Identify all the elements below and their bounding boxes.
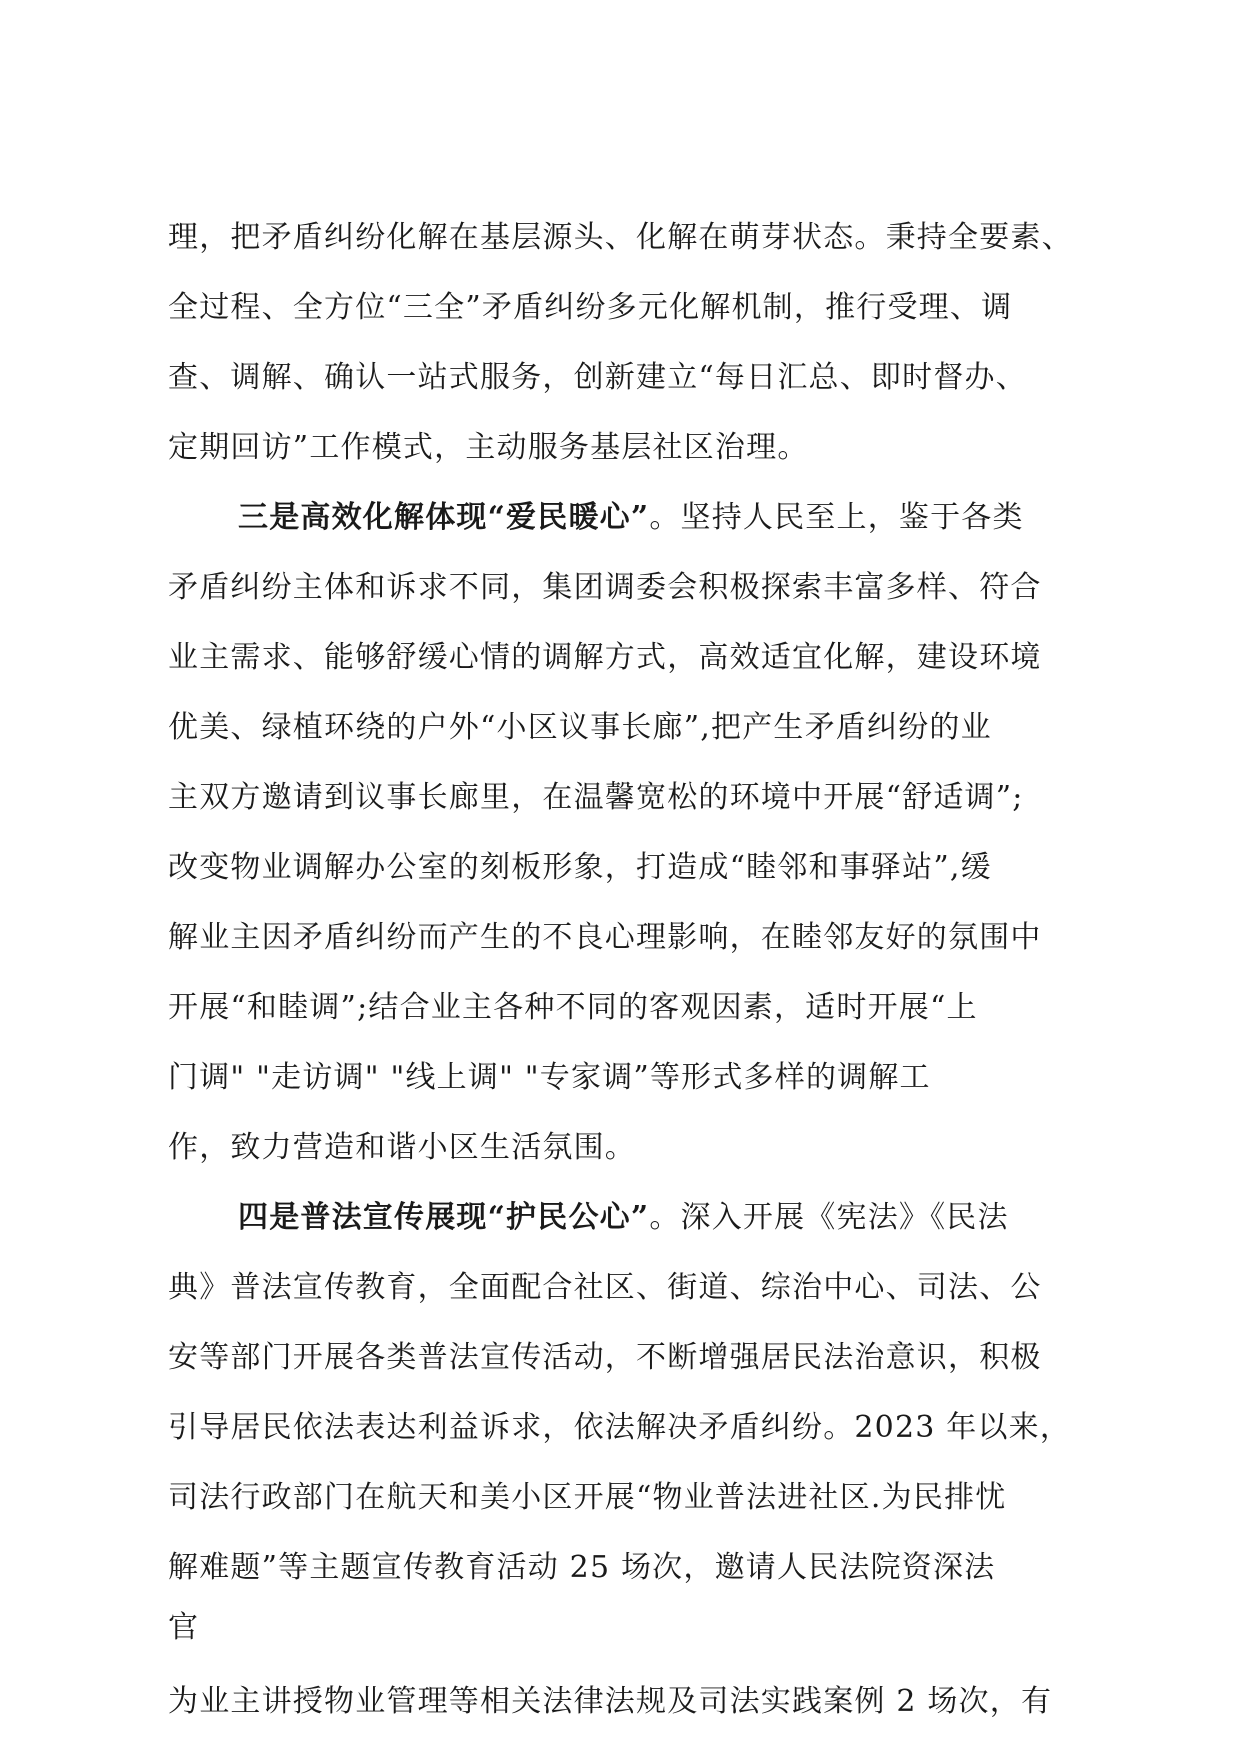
paragraph-first-line: [238, 1198, 1088, 1238]
text-line: 全过程、全方位“三全”矛盾纠纷多元化解机制，推行受理、调: [168, 290, 1013, 325]
text-line: 安等部门开展各类普法宣传活动，不断增强居民法治意识，积极: [168, 1340, 1042, 1375]
paragraph-heading: 四是普法宣传展现“护民公心”: [238, 1200, 650, 1235]
paragraph-text: 。坚持人民至上，鉴于各类: [649, 500, 1024, 535]
text-line: 开展“和睦调”;结合业主各种不同的客观因素，适时开展“上: [168, 990, 978, 1025]
text-line: 门调" "走访调" "线上调" "专家调”等形式多样的调解工: [168, 1060, 931, 1095]
paragraph-heading: 三是高效化解体现“爱民暖心”: [238, 500, 650, 535]
text-line: 查、调解、确认一站式服务，创新建立“每日汇总、即时督办、: [168, 360, 1027, 395]
text-line: 解难题”等主题宣传教育活动 25 场次，邀请人民法院资深法: [168, 1550, 996, 1585]
paragraph-text: 。深入开展《宪法》《民法: [649, 1200, 1009, 1235]
text-line: 改变物业调解办公室的刻板形象，打造成“睦邻和事驿站”,缓: [168, 850, 992, 885]
text-line: 官: [168, 1610, 200, 1645]
text-line: 业主需求、能够舒缓心情的调解方式，高效适宜化解，建设环境: [168, 640, 1042, 675]
text-line: 矛盾纠纷主体和诉求不同，集团调委会积极探索丰富多样、符合: [168, 570, 1042, 605]
text-line: 解业主因矛盾纠纷而产生的不良心理影响，在睦邻友好的氛围中: [168, 920, 1042, 955]
text-line: 作，致力营造和谐小区生活氛围。: [168, 1130, 636, 1165]
text-line: 典》普法宣传教育，全面配合社区、街道、综治中心、司法、公: [168, 1270, 1042, 1305]
text-line: 主双方邀请到议事长廊里，在温馨宽松的环境中开展“舒适调”;: [168, 780, 1024, 815]
text-line: 优美、绿植环绕的户外“小区议事长廊”,把产生矛盾纠纷的业: [168, 710, 992, 745]
text-line: 定期回访”工作模式，主动服务基层社区治理。: [168, 430, 809, 465]
text-line: 为业主讲授物业管理等相关法律法规及司法实践案例 2 场次，有: [168, 1684, 1053, 1719]
paragraph-first-line: [238, 498, 1088, 538]
text-line: 司法行政部门在航天和美小区开展“物业普法进社区.为民排忧: [168, 1480, 1007, 1515]
text-line: 引导居民依法表达利益诉求，依法解决矛盾纠纷。2023 年以来，: [168, 1410, 1072, 1445]
text-line: 理，把矛盾纠纷化解在基层源头、化解在萌芽状态。秉持全要素、: [168, 220, 1073, 255]
